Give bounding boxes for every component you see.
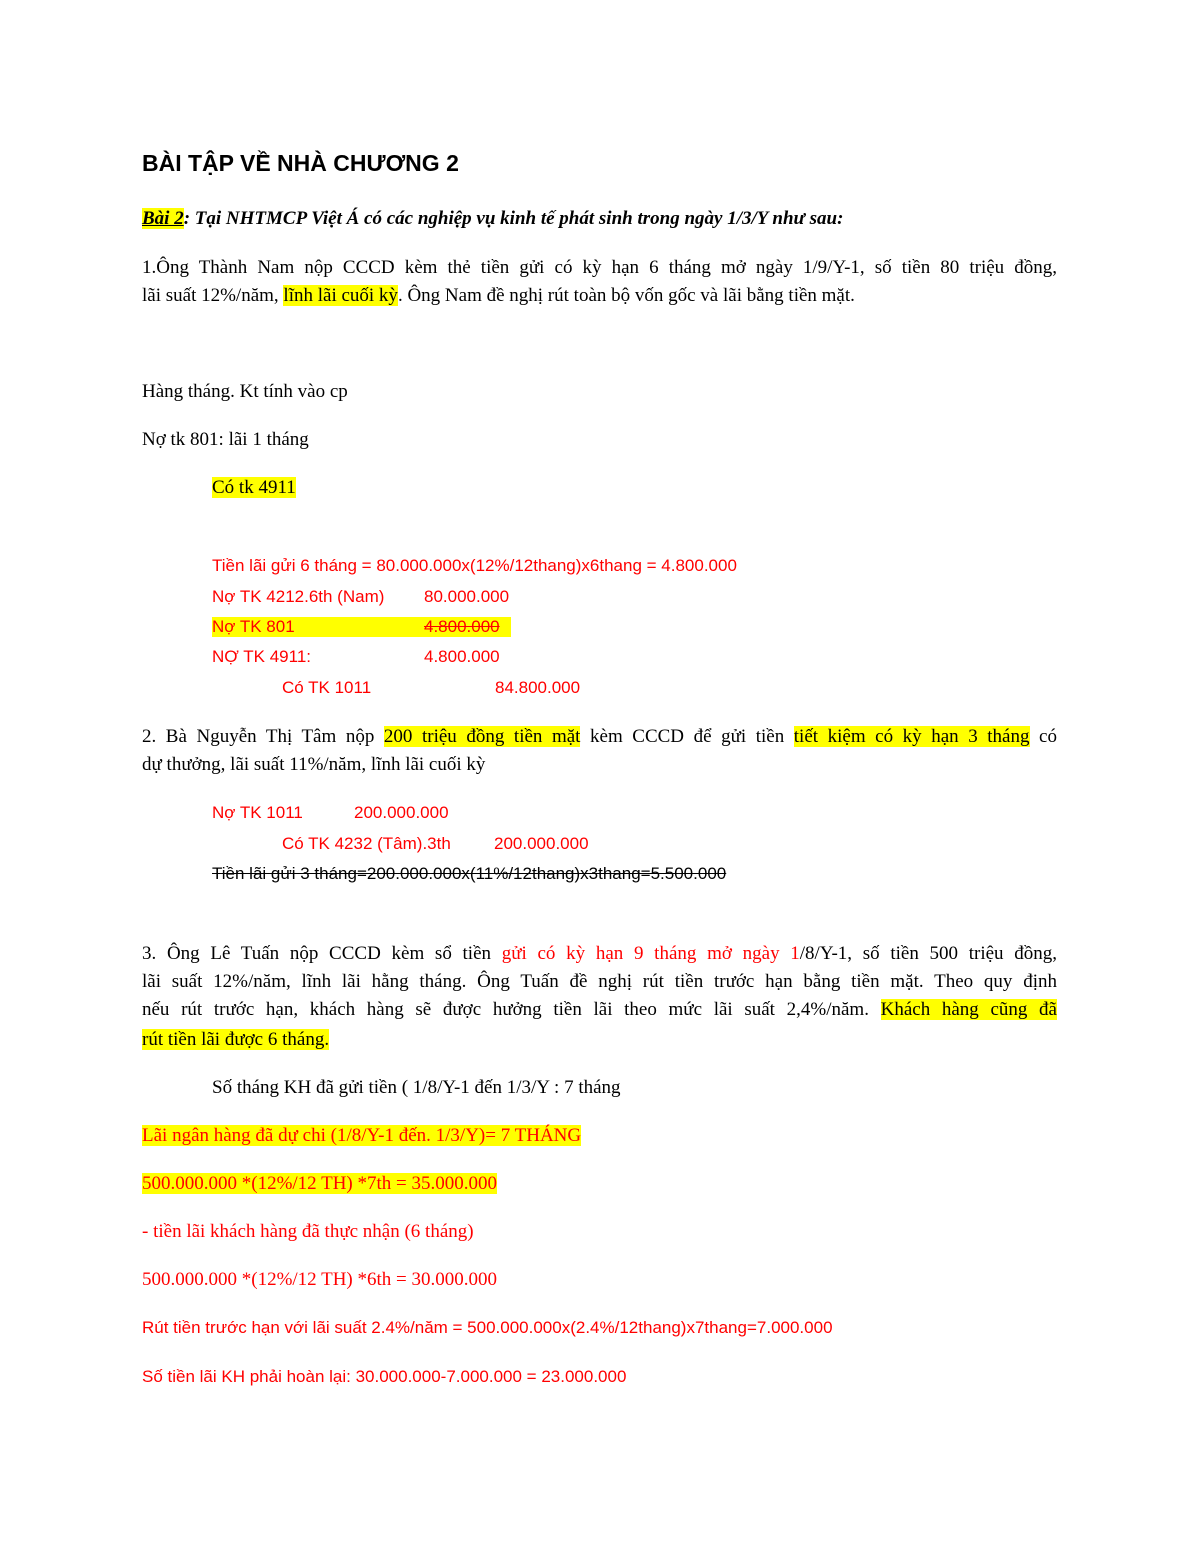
entry1-interest: Tiền lãi gửi 6 tháng = 80.000.000x(12%/12thang)x6thang = 4.800.000 xyxy=(212,556,737,575)
problem-3-line-4: rút tiền lãi được 6 tháng. xyxy=(142,1029,330,1050)
entry2-interest-struck: Tiền lãi gửi 3 tháng=200.000.000x(11%/12thang)x3thang=5.500.000 xyxy=(212,864,727,883)
problem-3-line-1: 3. Ông Lê Tuấn nộp CCCD kèm sổ tiền gửi có kỳ hạn 9 tháng mở ngày 1/8/Y-1, số tiền 500 triệu đồng, xyxy=(142,943,1058,964)
highlight-interest-end: lĩnh lãi cuối kỳ xyxy=(283,285,398,306)
calc3-refund: Số tiền lãi KH phải hoàn lại: 30.000.000-7.000.000 = 23.000.000 xyxy=(142,1367,627,1386)
problem-1-line-2: lãi suất 12%/năm, lĩnh lãi cuối kỳ. Ông Nam đề nghị rút toàn bộ vốn gốc và lãi bằng tiền mặt. xyxy=(142,285,855,306)
entry1-row-4: Có TK 1011 84.800.000 xyxy=(282,678,581,697)
problem-2-line-2: dự thưởng, lãi suất 11%/năm, lĩnh lãi cuối kỳ xyxy=(142,754,486,775)
entry1-row-1: Nợ TK 4212.6th (Nam) 80.000.000 xyxy=(212,587,510,606)
problem-1-line-1: 1.Ông Thành Nam nộp CCCD kèm thẻ tiền gửi có kỳ hạn 6 tháng mở ngày 1/9/Y-1, số tiền 80 triệu đồng, xyxy=(142,257,1057,278)
calc3-accrued-calc: 500.000.000 *(12%/12 TH) *7th = 35.000.000 xyxy=(142,1173,497,1194)
calc3-bank-accrued: Lãi ngân hàng đã dự chi (1/8/Y-1 đến. 1/3/Y)= 7 THÁNG xyxy=(142,1125,582,1146)
note-monthly: Hàng tháng. Kt tính vào cp xyxy=(142,381,348,402)
calc3-received-calc: 500.000.000 *(12%/12 TH) *6th = 30.000.000 xyxy=(142,1269,497,1290)
calc3-received-label: - tiền lãi khách hàng đã thực nhận (6 tháng) xyxy=(142,1221,474,1242)
highlight-term: tiết kiệm có kỳ hạn 3 tháng xyxy=(793,726,1030,747)
entry2-row-1: Nợ TK 1011 200.000.000 xyxy=(212,803,449,822)
note-debit-801: Nợ tk 801: lãi 1 tháng xyxy=(142,429,309,450)
page-title: BÀI TẬP VỀ NHÀ CHƯƠNG 2 xyxy=(142,150,459,176)
highlight-withdrawn: Khách hàng cũng đã xyxy=(880,999,1057,1020)
exercise-label: Bài 2 xyxy=(142,208,184,229)
entry1-row-2-struck: Nợ TK 801 4.800.000 xyxy=(212,617,511,637)
exercise-intro: : Tại NHTMCP Việt Á có các nghiệp vụ kinh tế phát sinh trong ngày 1/3/Y như sau: xyxy=(183,208,844,229)
exercise-heading xyxy=(142,208,843,230)
problem-3-line-3: nếu rút trước hạn, khách hàng sẽ được hưởng tiền lãi theo mức lãi suất 2,4%/năm. Khách hàng cũng đã xyxy=(142,999,1057,1020)
highlight-amount: 200 triệu đồng tiền mặt xyxy=(383,726,581,747)
problem-3-line-2: lãi suất 12%/năm, lĩnh lãi hằng tháng. Ông Tuấn đề nghị rút tiền trước hạn bằng tiền mặt. Theo quy định xyxy=(142,971,1057,992)
note-credit-4911: Có tk 4911 xyxy=(212,477,296,498)
problem-2-line-1: 2. Bà Nguyễn Thị Tâm nộp 200 triệu đồng tiền mặt kèm CCCD để gửi tiền tiết kiệm có kỳ hạn 3 tháng có xyxy=(142,726,1057,747)
calc3-months: Số tháng KH đã gửi tiền ( 1/8/Y-1 đến 1/3/Y : 7 tháng xyxy=(212,1077,621,1098)
entry1-row-3: NỢ TK 4911: 4.800.000 xyxy=(212,647,500,666)
calc3-early-withdrawal: Rút tiền trước hạn với lãi suất 2.4%/năm = 500.000.000x(2.4%/12thang)x7thang=7.000.000 xyxy=(142,1318,833,1337)
entry2-row-2: Có TK 4232 (Tâm).3th 200.000.000 xyxy=(282,834,589,853)
